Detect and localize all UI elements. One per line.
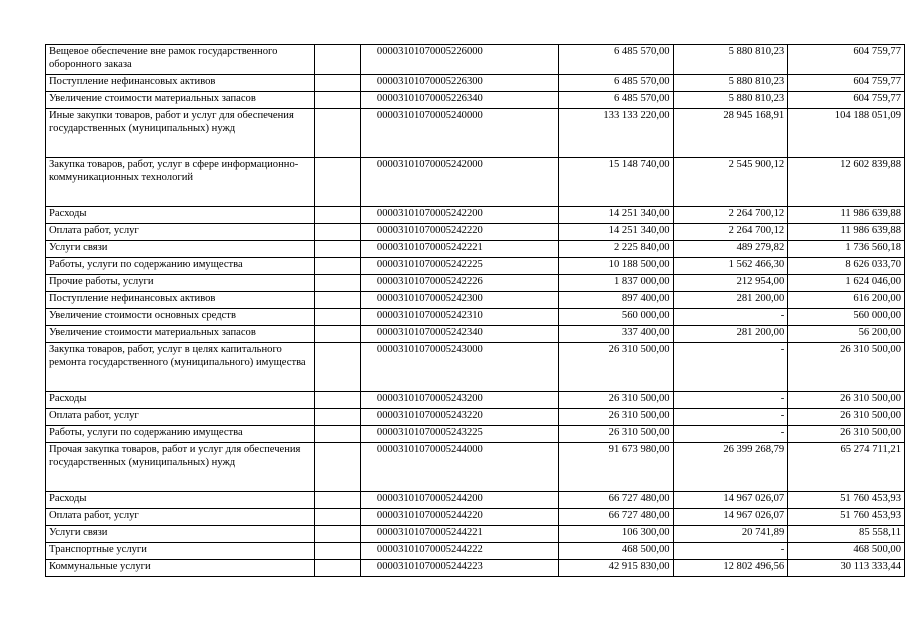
- budget-code-cell: 00003101070005242300: [360, 292, 558, 309]
- expense-name-cell: Увеличение стоимости основных средств: [46, 309, 315, 326]
- budget-code-cell: 00003101070005244223: [360, 560, 558, 577]
- budget-code-cell: 00003101070005240000: [360, 109, 558, 158]
- executed-amount-cell: -: [673, 409, 788, 426]
- expense-name-cell: Прочая закупка товаров, работ и услуг для обеспечения государственных (муниципальных) нужд: [46, 443, 315, 492]
- remaining-amount-cell: 56 200,00: [788, 326, 905, 343]
- budget-code-cell: 00003101070005242000: [360, 158, 558, 207]
- executed-amount-cell: -: [673, 392, 788, 409]
- remaining-amount-cell: 104 188 051,09: [788, 109, 905, 158]
- budget-code-cell: 00003101070005243220: [360, 409, 558, 426]
- remaining-amount-cell: 11 986 639,88: [788, 224, 905, 241]
- executed-amount-cell: 1 562 466,30: [673, 258, 788, 275]
- expense-name-cell: Поступление нефинансовых активов: [46, 292, 315, 309]
- plan-amount-cell: 560 000,00: [558, 309, 673, 326]
- remaining-amount-cell: 51 760 453,93: [788, 509, 905, 526]
- remaining-amount-cell: 8 626 033,70: [788, 258, 905, 275]
- table-row: [46, 392, 905, 409]
- table-row: [46, 92, 905, 109]
- expense-name-cell: Вещевое обеспечение вне рамок государственного оборонного заказа: [46, 45, 315, 75]
- table-row: [46, 224, 905, 241]
- expense-name-cell: Услуги связи: [46, 526, 315, 543]
- budget-code-cell: 00003101070005242226: [360, 275, 558, 292]
- blank-cell: [315, 75, 361, 92]
- blank-cell: [315, 309, 361, 326]
- table-row: [46, 45, 905, 75]
- executed-amount-cell: -: [673, 343, 788, 392]
- blank-cell: [315, 543, 361, 560]
- budget-code-cell: 00003101070005244220: [360, 509, 558, 526]
- expense-name-cell: Расходы: [46, 492, 315, 509]
- table-body: [46, 45, 905, 577]
- budget-code-cell: 00003101070005226340: [360, 92, 558, 109]
- plan-amount-cell: 897 400,00: [558, 292, 673, 309]
- plan-amount-cell: 15 148 740,00: [558, 158, 673, 207]
- executed-amount-cell: 14 967 026,07: [673, 492, 788, 509]
- remaining-amount-cell: 468 500,00: [788, 543, 905, 560]
- expense-name-cell: Прочие работы, услуги: [46, 275, 315, 292]
- plan-amount-cell: 106 300,00: [558, 526, 673, 543]
- expense-name-cell: Расходы: [46, 392, 315, 409]
- blank-cell: [315, 343, 361, 392]
- expense-name-cell: Закупка товаров, работ, услуг в сфере информационно-коммуникационных технологий: [46, 158, 315, 207]
- budget-code-cell: 00003101070005243225: [360, 426, 558, 443]
- plan-amount-cell: 26 310 500,00: [558, 409, 673, 426]
- blank-cell: [315, 45, 361, 75]
- budget-code-cell: 00003101070005242225: [360, 258, 558, 275]
- blank-cell: [315, 492, 361, 509]
- budget-code-cell: 00003101070005243000: [360, 343, 558, 392]
- blank-cell: [315, 526, 361, 543]
- blank-cell: [315, 560, 361, 577]
- budget-code-cell: 00003101070005242200: [360, 207, 558, 224]
- plan-amount-cell: 42 915 830,00: [558, 560, 673, 577]
- executed-amount-cell: 281 200,00: [673, 326, 788, 343]
- executed-amount-cell: 5 880 810,23: [673, 75, 788, 92]
- table-row: [46, 526, 905, 543]
- expense-name-cell: Оплата работ, услуг: [46, 409, 315, 426]
- executed-amount-cell: -: [673, 426, 788, 443]
- table-row: [46, 560, 905, 577]
- table-row: [46, 241, 905, 258]
- plan-amount-cell: 26 310 500,00: [558, 392, 673, 409]
- remaining-amount-cell: 26 310 500,00: [788, 343, 905, 392]
- plan-amount-cell: 14 251 340,00: [558, 207, 673, 224]
- remaining-amount-cell: 560 000,00: [788, 309, 905, 326]
- remaining-amount-cell: 604 759,77: [788, 75, 905, 92]
- expense-name-cell: Транспортные услуги: [46, 543, 315, 560]
- budget-code-cell: 00003101070005244221: [360, 526, 558, 543]
- executed-amount-cell: 212 954,00: [673, 275, 788, 292]
- expense-name-cell: Иные закупки товаров, работ и услуг для обеспечения государственных (муниципальных) нужд: [46, 109, 315, 158]
- budget-code-cell: 00003101070005244200: [360, 492, 558, 509]
- plan-amount-cell: 26 310 500,00: [558, 426, 673, 443]
- executed-amount-cell: 2 545 900,12: [673, 158, 788, 207]
- blank-cell: [315, 92, 361, 109]
- table-row: [46, 443, 905, 492]
- expense-name-cell: Закупка товаров, работ, услуг в целях капитального ремонта государственного (муниципального) имущества: [46, 343, 315, 392]
- plan-amount-cell: 1 837 000,00: [558, 275, 673, 292]
- executed-amount-cell: 5 880 810,23: [673, 92, 788, 109]
- remaining-amount-cell: 26 310 500,00: [788, 392, 905, 409]
- plan-amount-cell: 26 310 500,00: [558, 343, 673, 392]
- plan-amount-cell: 337 400,00: [558, 326, 673, 343]
- remaining-amount-cell: 616 200,00: [788, 292, 905, 309]
- expense-name-cell: Коммунальные услуги: [46, 560, 315, 577]
- plan-amount-cell: 14 251 340,00: [558, 224, 673, 241]
- budget-code-cell: 00003101070005244222: [360, 543, 558, 560]
- blank-cell: [315, 258, 361, 275]
- plan-amount-cell: 468 500,00: [558, 543, 673, 560]
- blank-cell: [315, 224, 361, 241]
- executed-amount-cell: 489 279,82: [673, 241, 788, 258]
- table-row: [46, 258, 905, 275]
- plan-amount-cell: 6 485 570,00: [558, 75, 673, 92]
- budget-code-cell: 00003101070005226300: [360, 75, 558, 92]
- table-row: [46, 292, 905, 309]
- table-row: [46, 492, 905, 509]
- table-row: [46, 275, 905, 292]
- budget-code-cell: 00003101070005244000: [360, 443, 558, 492]
- blank-cell: [315, 158, 361, 207]
- executed-amount-cell: -: [673, 309, 788, 326]
- table-row: [46, 109, 905, 158]
- table-row: [46, 207, 905, 224]
- table-row: [46, 409, 905, 426]
- executed-amount-cell: 5 880 810,23: [673, 45, 788, 75]
- remaining-amount-cell: 51 760 453,93: [788, 492, 905, 509]
- remaining-amount-cell: 30 113 333,44: [788, 560, 905, 577]
- expense-name-cell: Увеличение стоимости материальных запасов: [46, 326, 315, 343]
- remaining-amount-cell: 26 310 500,00: [788, 426, 905, 443]
- budget-code-cell: 00003101070005242221: [360, 241, 558, 258]
- budget-code-cell: 00003101070005242220: [360, 224, 558, 241]
- expense-name-cell: Оплата работ, услуг: [46, 509, 315, 526]
- plan-amount-cell: 2 225 840,00: [558, 241, 673, 258]
- budget-code-cell: 00003101070005242340: [360, 326, 558, 343]
- expense-name-cell: Расходы: [46, 207, 315, 224]
- plan-amount-cell: 6 485 570,00: [558, 45, 673, 75]
- remaining-amount-cell: 11 986 639,88: [788, 207, 905, 224]
- blank-cell: [315, 109, 361, 158]
- executed-amount-cell: 14 967 026,07: [673, 509, 788, 526]
- blank-cell: [315, 426, 361, 443]
- plan-amount-cell: 66 727 480,00: [558, 492, 673, 509]
- table-row: [46, 326, 905, 343]
- executed-amount-cell: 28 945 168,91: [673, 109, 788, 158]
- blank-cell: [315, 275, 361, 292]
- table-row: [46, 543, 905, 560]
- table-row: [46, 426, 905, 443]
- executed-amount-cell: 2 264 700,12: [673, 224, 788, 241]
- plan-amount-cell: 91 673 980,00: [558, 443, 673, 492]
- executed-amount-cell: 2 264 700,12: [673, 207, 788, 224]
- budget-code-cell: 00003101070005226000: [360, 45, 558, 75]
- blank-cell: [315, 207, 361, 224]
- executed-amount-cell: 20 741,89: [673, 526, 788, 543]
- plan-amount-cell: 133 133 220,00: [558, 109, 673, 158]
- executed-amount-cell: 12 802 496,56: [673, 560, 788, 577]
- remaining-amount-cell: 1 736 560,18: [788, 241, 905, 258]
- remaining-amount-cell: 65 274 711,21: [788, 443, 905, 492]
- table-row: [46, 309, 905, 326]
- blank-cell: [315, 326, 361, 343]
- expense-name-cell: Работы, услуги по содержанию имущества: [46, 258, 315, 275]
- plan-amount-cell: 66 727 480,00: [558, 509, 673, 526]
- table-row: [46, 75, 905, 92]
- remaining-amount-cell: 12 602 839,88: [788, 158, 905, 207]
- expense-name-cell: Услуги связи: [46, 241, 315, 258]
- plan-amount-cell: 10 188 500,00: [558, 258, 673, 275]
- executed-amount-cell: -: [673, 543, 788, 560]
- remaining-amount-cell: 604 759,77: [788, 45, 905, 75]
- blank-cell: [315, 509, 361, 526]
- executed-amount-cell: 26 399 268,79: [673, 443, 788, 492]
- table-row: [46, 158, 905, 207]
- budget-execution-table: [45, 44, 905, 577]
- remaining-amount-cell: 26 310 500,00: [788, 409, 905, 426]
- expense-name-cell: Поступление нефинансовых активов: [46, 75, 315, 92]
- executed-amount-cell: 281 200,00: [673, 292, 788, 309]
- blank-cell: [315, 392, 361, 409]
- blank-cell: [315, 443, 361, 492]
- remaining-amount-cell: 604 759,77: [788, 92, 905, 109]
- expense-name-cell: Оплата работ, услуг: [46, 224, 315, 241]
- blank-cell: [315, 292, 361, 309]
- blank-cell: [315, 409, 361, 426]
- plan-amount-cell: 6 485 570,00: [558, 92, 673, 109]
- remaining-amount-cell: 1 624 046,00: [788, 275, 905, 292]
- table-row: [46, 343, 905, 392]
- table-row: [46, 509, 905, 526]
- remaining-amount-cell: 85 558,11: [788, 526, 905, 543]
- expense-name-cell: Увеличение стоимости материальных запасов: [46, 92, 315, 109]
- budget-code-cell: 00003101070005242310: [360, 309, 558, 326]
- blank-cell: [315, 241, 361, 258]
- budget-code-cell: 00003101070005243200: [360, 392, 558, 409]
- expense-name-cell: Работы, услуги по содержанию имущества: [46, 426, 315, 443]
